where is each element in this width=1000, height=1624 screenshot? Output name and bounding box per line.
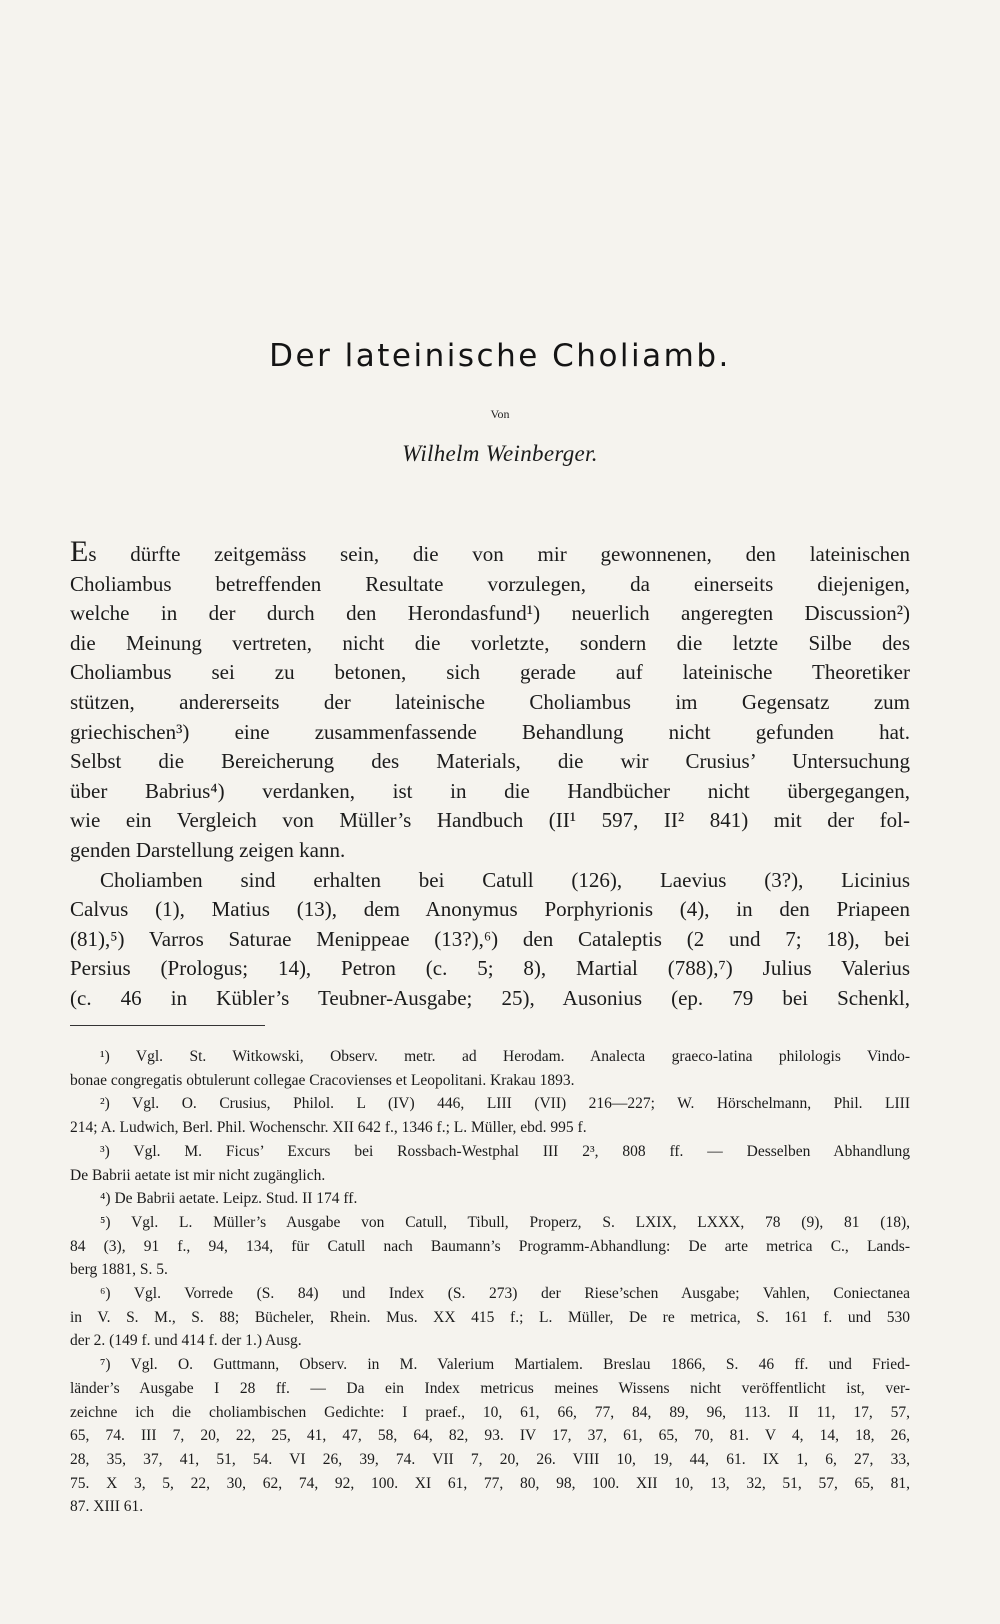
body-line [70,599,910,629]
body-line-text: wie ein Vergleich von Müller’s Handbuch (II¹ 597, II² 841) mit der fol- [70,808,910,833]
footnote-line: der 2. (149 f. und 414 f. der 1.) Ausg. [70,1332,302,1350]
body-line-text: (81),⁵) Varros Saturae Menippeae (13?),⁶) den Cataleptis (2 und 7; 18), bei [70,926,910,951]
body-line-text: Choliambus sei zu betonen, sich gerade auf lateinische Theoretiker [70,660,910,685]
body-line [70,954,910,984]
footnote-line: 87. XIII 61. [70,1498,144,1516]
body-line [70,718,910,748]
body-line-text: griechischen³) eine zusammenfassende Behandlung nicht gefunden hat. [70,719,910,744]
footnote-line: 214; A. Ludwich, Berl. Phil. Wochenschr. XII 642 f., 1346 f.; L. Müller, ebd. 995 f. [70,1119,587,1137]
body-line [70,777,910,807]
body-line [70,806,910,836]
footnote-line: ³) Vgl. M. Ficus’ Excurs bei Rossbach-Westphal III 2³, 808 ff. — Desselben Abhandlung [100,1142,910,1160]
footnote-line: 84 (3), 91 f., 94, 134, für Catull nach Baumann’s Programm-Abhandlung: De arte metrica C., Lands- [70,1237,910,1255]
body-line-text: Choliamben sind erhalten bei Catull (126), Laevius (3?), Licinius [100,867,910,892]
body-line-text: (c. 46 in Kübler’s Teubner-Ausgabe; 25), Ausonius (ep. 79 bei Schenkl, [70,985,910,1010]
footnote-line: 28, 35, 37, 41, 51, 54. VI 26, 39, 74. VII 7, 20, 26. VIII 10, 19, 44, 61. IX 1, 6, 27, 33, [70,1450,910,1468]
body-line-text: Selbst die Bereicherung des Materials, die wir Crusius’ Untersuchung [70,749,910,774]
footnote-line: bonae congregatis obtulerunt collegae Cracovienses et Leopolitani. Krakau 1893. [70,1071,575,1089]
footnote-line: zeichne ich die choliambischen Gedichte: I praef., 10, 61, 66, 77, 84, 89, 96, 113. II 11, 17, 57, [70,1403,910,1421]
body-line [70,629,910,659]
body-line-text: welche in der durch den Herondasfund¹) neuerlich angeregten Discussion²) [70,601,910,626]
body-line-text: Persius (Prologus; 14), Petron (c. 5; 8), Martial (788),⁷) Julius Valerius [70,956,910,981]
body-line [70,658,910,688]
body-line-text: über Babrius⁴) verdanken, ist in die Handbücher nicht übergegangen, [70,778,910,803]
footnote-line: De Babrii aetate ist mir nicht zugänglich. [70,1166,326,1184]
article-title: Der lateinische Choliamb. [269,338,731,374]
footnote-line: ¹) Vgl. St. Witkowski, Observ. metr. ad Herodam. Analecta graeco-latina philologis Vindo- [100,1048,910,1065]
body-line [70,866,910,896]
footnote-line: in V. S. M., S. 88; Bücheler, Rhein. Mus. XX 415 f.; L. Müller, De re metrica, S. 161 f. und 530 [70,1308,910,1326]
footnote-rule [70,1025,265,1026]
body-line [70,895,910,925]
body-line [70,925,910,955]
body-line [70,570,910,600]
footnote-line: ⁷) Vgl. O. Guttmann, Observ. in M. Valerium Martialem. Breslau 1866, S. 46 ff. und Fried- [100,1356,910,1374]
body-line-text: s dürfte zeitgemäss sein, die von mir gewonnenen, den lateinischen [88,542,910,566]
body-line-text: die Meinung vertreten, nicht die vorletzte, sondern die letzte Silbe des [70,630,910,655]
footnote-line: berg 1881, S. 5. [70,1261,168,1279]
body-line-text: stützen, andererseits der lateinische Choliambus im Gegensatz zum [70,689,910,714]
footnote-line: ⁵) Vgl. L. Müller’s Ausgabe von Catull, Tibull, Properz, S. LXIX, LXXX, 78 (9), 81 (18), [100,1213,910,1231]
footnote-line: ²) Vgl. O. Crusius, Philol. L (IV) 446, LIII (VII) 216—227; W. Hörschelmann, Phil. LIII [100,1095,910,1113]
footnote-line: ⁶) Vgl. Vorrede (S. 84) und Index (S. 273) der Riese’schen Ausgabe; Vahlen, Coniectanea [100,1285,910,1303]
body-line [70,836,910,866]
footnote-line: 75. X 3, 5, 22, 30, 62, 74, 92, 100. XI 61, 77, 80, 98, 100. XII 10, 13, 32, 51, 57, 65, 81, [70,1474,910,1492]
body-line-text: Choliambus betreffenden Resultate vorzulegen, da einerseits diejenigen, [70,571,910,596]
body-line [70,984,910,1014]
body-line [70,747,910,777]
footnote-line: 65, 74. III 7, 20, 22, 25, 41, 47, 58, 64, 82, 93. IV 17, 37, 61, 65, 70, 81. V 4, 14, 18, 26, [70,1427,910,1445]
body-line-text: genden Darstellung zeigen kann. [70,837,346,862]
footnotes [70,1045,910,1519]
footnote-line: ⁴) De Babrii aetate. Leipz. Stud. II 174 ff. [100,1190,358,1208]
byline-von: Von [490,407,510,421]
drop-cap: E [70,535,89,568]
body-text [70,535,910,1014]
author-name: Wilhelm Weinberger. [402,441,598,466]
footnote-line: länder’s Ausgabe I 28 ff. — Da ein Index metricus meines Wissens nicht veröffentlicht ist, ver- [70,1379,910,1397]
body-line-text: Calvus (1), Matius (13), dem Anonymus Porphyrionis (4), in den Priapeen [70,897,910,922]
body-line [70,535,910,570]
body-line [70,688,910,718]
